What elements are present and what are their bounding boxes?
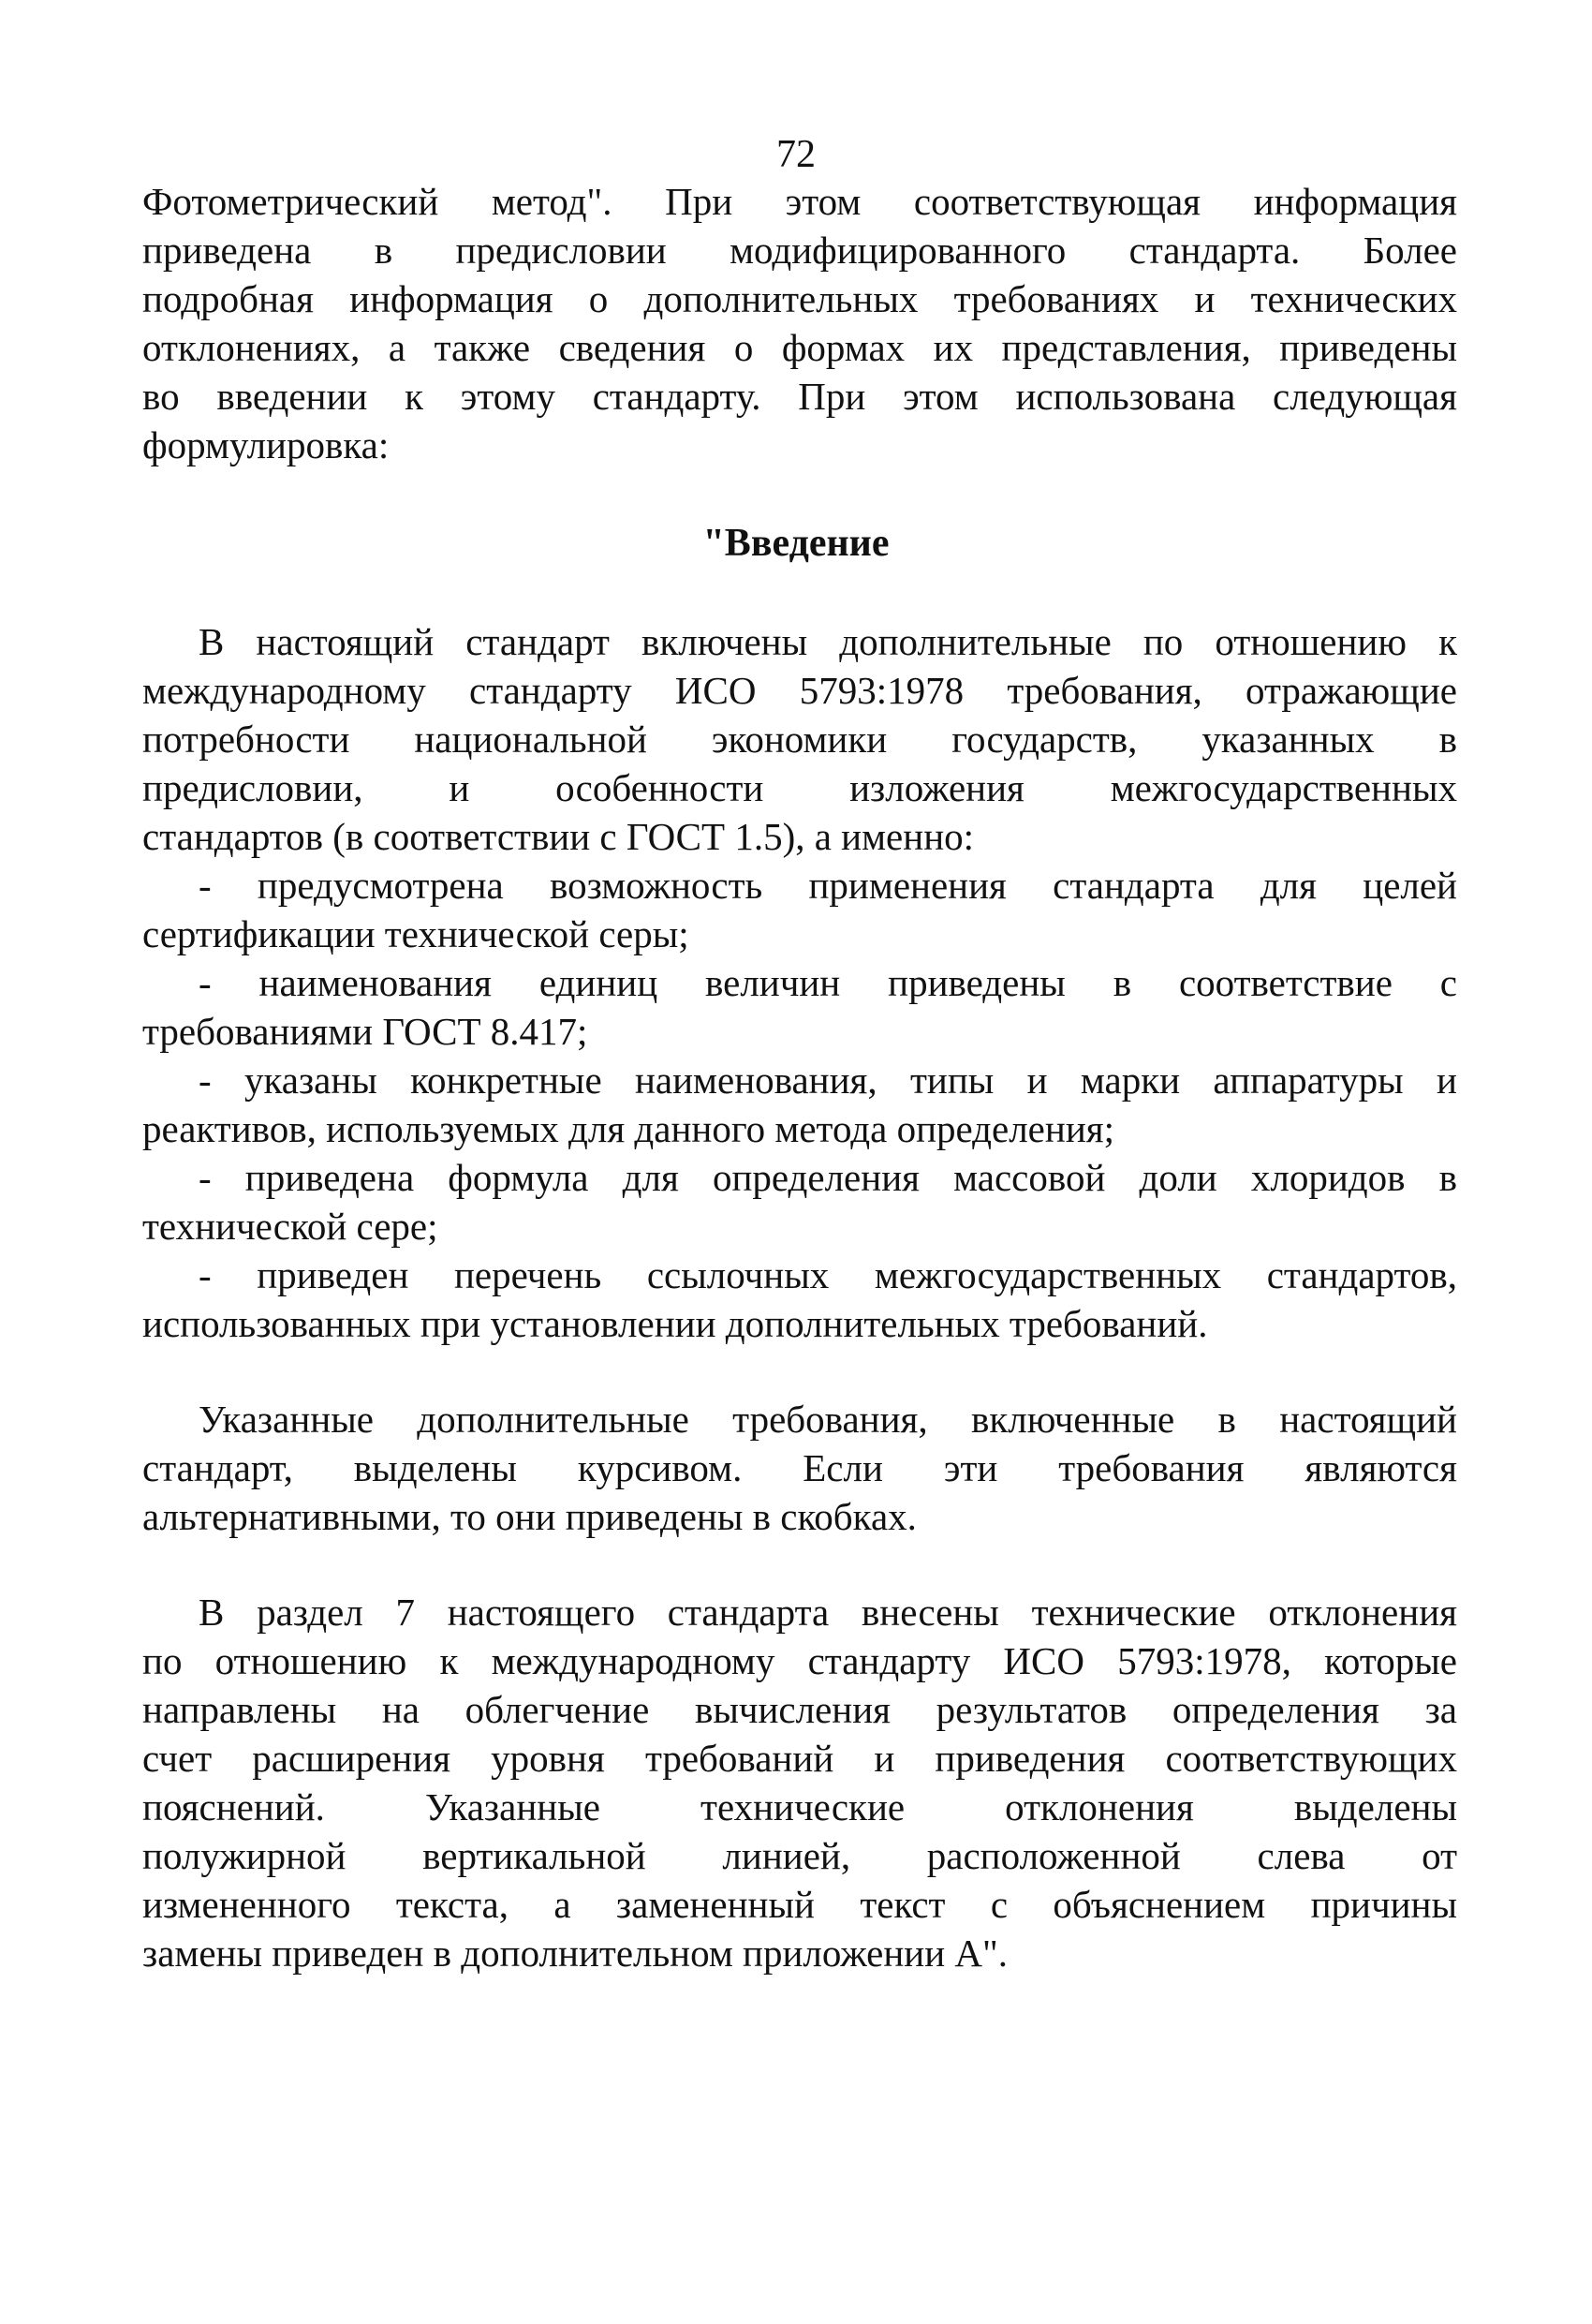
list-item: - наименования единиц величин приведены в соответствие с [199, 961, 1457, 1004]
text-line: Фотометрический метод". При этом соответствующая информация [142, 180, 1457, 223]
text-line: В настоящий стандарт включены дополнительные по отношению к [199, 620, 1457, 663]
text-line: приведена в предисловии модифицированного стандарта. Более [142, 229, 1457, 272]
text-line: требованиями ГОСТ 8.417; [142, 1010, 588, 1053]
text-line: технической сере; [142, 1205, 438, 1248]
text-line: во введении к этому стандарту. При этом использована следующая [142, 375, 1457, 418]
page-number: 72 [776, 133, 816, 176]
text-line: международному стандарту ИСО 5793:1978 требования, отражающие [142, 669, 1457, 712]
text-line: предисловии, и особенности изложения межгосударственных [142, 766, 1457, 809]
list-item: - предусмотрена возможность применения стандарта для целей [199, 864, 1457, 907]
text-line: потребности национальной экономики государств, указанных в [142, 718, 1457, 761]
text-line: направлены на облегчение вычисления результатов определения за [142, 1688, 1457, 1731]
text-line: подробная информация о дополнительных требованиях и технических [142, 277, 1457, 320]
text-line: Указанные дополнительные требования, включенные в настоящий [199, 1398, 1457, 1441]
text-line: замены приведен в дополнительном приложении А". [142, 1932, 1009, 1975]
section-heading: "Введение [702, 522, 890, 565]
text-line: стандартов (в соответствии с ГОСТ 1.5), а именно: [142, 815, 975, 858]
text-line: счет расширения уровня требований и приведения соответствующих [142, 1737, 1457, 1780]
text-line: В раздел 7 настоящего стандарта внесены технические отклонения [199, 1591, 1457, 1634]
text-line: формулировка: [142, 423, 390, 466]
text-line: пояснений. Указанные технические отклонения выделены [142, 1785, 1457, 1828]
text-line: отклонениях, а также сведения о формах их представления, приведены [142, 326, 1457, 369]
list-item: - приведена формула для определения массовой доли хлоридов в [199, 1156, 1457, 1199]
text-line: использованных при установлении дополнительных требований. [142, 1302, 1208, 1345]
text-line: полужирной вертикальной линией, расположенной слева от [142, 1834, 1457, 1877]
list-item: - указаны конкретные наименования, типы и марки аппаратуры и [199, 1058, 1457, 1102]
text-line: реактивов, используемых для данного метода определения; [142, 1107, 1115, 1150]
text-line: альтернативными, то они приведены в скобках. [142, 1495, 917, 1538]
text-line: по отношению к международному стандарту ИСО 5793:1978, которые [142, 1639, 1457, 1682]
text-line: сертификации технической серы; [142, 912, 689, 955]
list-item: - приведен перечень ссылочных межгосударственных стандартов, [199, 1253, 1457, 1296]
text-line: измененного текста, а замененный текст с объяснением причины [142, 1883, 1457, 1926]
text-line: стандарт, выделены курсивом. Если эти требования являются [142, 1446, 1457, 1489]
